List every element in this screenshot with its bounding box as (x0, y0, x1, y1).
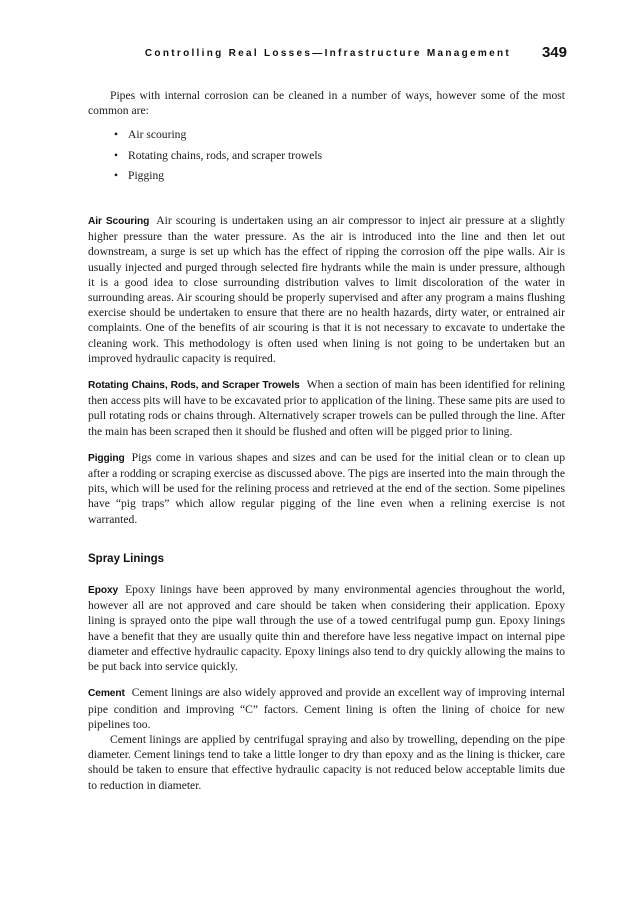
run-in-heading: Cement (88, 688, 125, 700)
page-header (88, 44, 567, 68)
running-head: Controlling Real Losses—Infrastructure Management (144, 48, 511, 59)
bullet-icon: • (114, 128, 119, 142)
list-item-text: Rotating chains, rods, and scraper trowels (128, 148, 323, 162)
list-item (114, 168, 565, 183)
paragraph-text: Air scouring is undertaken using an air compressor to inject air pressure at a slightly higher pressure than the water pressure. As the air is introduced into the line and then let out downstream, a surge is set up which has the effect of ripping the corrosion off the pipe walls. Air is usually injected and purged through selected fire hydrants while the main is under pressure, although it is a good idea to close surrounding distribution valves to limit discoloration of the water in surrounding areas. Air scouring should be properly supervised and after any program a mains flushing exercise should be undertaken to ensure that there are no health hazards, dirty water, or entrained air complaints. One of the benefits of air scouring is that it is not necessary to excavate to undertake the cleaning work. This methodology is often used when lining is not going to be undertaken but an improved hydraulic capacity is required. (88, 214, 565, 365)
bullet-icon: • (114, 168, 119, 182)
cement-paragraph (88, 685, 565, 732)
list-item-text: Air scouring (128, 128, 187, 142)
paragraph-text: When a section of main has been identified for relining then access pits will have to be excavated prior to application of the lining. These same pits are used to pull rotating rods or chains through. Alternatively scraper trowels can be pulled through the line. After the main has been scraped then it should be flushed and often will be pigged prior to lining. (88, 378, 565, 438)
cement-continuation-paragraph: Cement linings are applied by centrifugal spraying and also by trowelling, depending on the pipe diameter. Cement linings tend to take a little longer to dry than epoxy and as the lining is thicker, care should be taken to ensure that effective hydraulic capacity is not reduced below acceptable limits due to reduction in diameter. (88, 732, 565, 792)
air-scouring-paragraph (88, 213, 565, 366)
run-in-heading: Air Scouring (88, 216, 150, 228)
list-item (114, 127, 565, 142)
epoxy-paragraph (88, 582, 565, 674)
rotating-chains-paragraph (88, 377, 565, 439)
list-item (114, 148, 565, 163)
paragraph-text: Cement linings are also widely approved and provide an excellent way of improving internal pipe condition and improving “C” factors. Cement lining is often the lining of choice for new pipelines too. (88, 686, 565, 731)
run-in-heading: Pigging (88, 452, 125, 464)
list-item-text: Pigging (128, 168, 165, 182)
page-number: 349 (541, 44, 567, 61)
paragraph-text: Pigs come in various shapes and sizes and can be used for the initial clean or to clean up after a rodding or scraping exercise as discussed above. The pigs are inserted into the main through the pits, which will be used for the relining process and retrieved at the end of the section. Some pipelines have “pig traps” which allow regular pigging of the line even when a relining exercise is not warranted. (88, 450, 565, 526)
pigging-paragraph (88, 450, 565, 527)
paragraph-text: Epoxy linings have been approved by many environmental agencies throughout the world, however all are not approved and care should be taken when considering their application. Epoxy lining is sprayed onto the pipe wall through the use of a towed centrifugal pump gun. Epoxy linings have a benefit that they are usually quite thin and therefore have less negative impact on internal pipe diameter and effective hydraulic capacity. Epoxy linings also tend to dry quickly allowing the mains to be put back into service quickly. (88, 583, 565, 674)
body-text (88, 88, 565, 793)
section-heading: Spray Linings (88, 552, 165, 565)
bullet-icon: • (114, 148, 119, 162)
bullet-list (88, 127, 565, 183)
run-in-heading: Epoxy (88, 585, 119, 597)
intro-paragraph: Pipes with internal corrosion can be cleaned in a number of ways, however some of the most common are: (88, 89, 565, 118)
run-in-heading: Rotating Chains, Rods, and Scraper Trowels (88, 380, 300, 392)
